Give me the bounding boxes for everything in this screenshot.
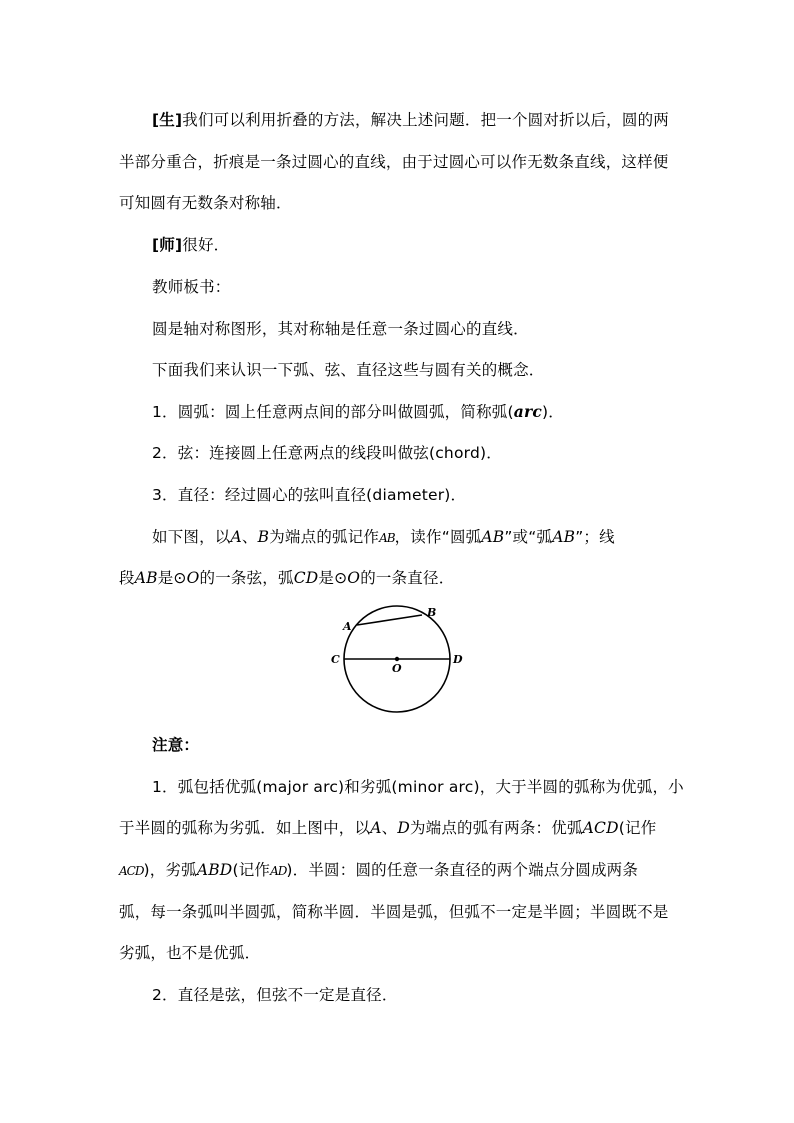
para1-line2: 半部分重合，折痕是一条过圆心的直线，由于过圆心可以作无数条直线，这样便 (119, 153, 669, 171)
arc-ab-symbol: AB (379, 531, 395, 545)
center-point (395, 657, 399, 661)
note1-line4: 弧，每一条弧叫半圆弧，简称半圆．半圆是弧，但弧不一定是半圆；半圆既不是 (119, 903, 669, 921)
label-c: C (331, 653, 340, 666)
label-b: B (427, 606, 437, 619)
definition-chord: 2．弦：连接圆上任意两点的线段叫做弦(chord)． (152, 444, 502, 462)
arc-acd-symbol: ACD (119, 864, 144, 878)
definition-diameter: 3．直径：经过圆心的弦叫直径(diameter)． (152, 486, 467, 504)
speaker-teacher-tag: [师] (152, 236, 183, 254)
note1-line3: ACD)，劣弧ABD(记作AD)．半圆：圆的任意一条直径的两个端点分圆成两条 (119, 861, 639, 879)
note1-line5: 劣弧，也不是优弧． (119, 944, 261, 962)
note2-line: 2．直径是弦，但弦不一定是直径． (152, 986, 398, 1004)
speaker-student-tag: [生] (152, 111, 183, 129)
para1-line3: 可知圆有无数条对称轴． (119, 194, 292, 212)
intro-line: 下面我们来认识一下弧、弦、直径这些与圆有关的概念． (152, 361, 545, 379)
arc-ad-symbol: AD (270, 864, 287, 878)
circle-figure (325, 598, 470, 718)
label-a: A (343, 620, 352, 633)
note1-line1: 1．弧包括优弧(major arc)和劣弧(minor arc)，大于半圆的弧称为优弧，小 (152, 778, 684, 796)
circle-diagram (325, 598, 470, 718)
example-line1: 如下图，以A、B为端点的弧记作AB，读作“圆弧AB”或“弧AB”；线 (152, 528, 615, 546)
definition-arc: 1．圆弧：圆上任意两点间的部分叫做圆弧，简称弧(arc)． (152, 402, 564, 421)
para2-line: [师]很好． (152, 236, 230, 254)
label-o: O (392, 662, 402, 675)
board-content: 圆是轴对称图形，其对称轴是任意一条过圆心的直线． (152, 320, 529, 338)
example-line2: 段AB是⊙O的一条弦，弧CD是⊙O的一条直径． (119, 569, 455, 587)
chord-ab (357, 615, 422, 625)
label-d: D (453, 653, 463, 666)
para1-line1: [生]我们可以利用折叠的方法，解决上述问题．把一个圆对折以后，圆的两 (152, 111, 669, 129)
board-label: 教师板书： (152, 278, 231, 296)
note1-line2: 于半圆的弧称为劣弧．如上图中，以A、D为端点的弧有两条：优弧ACD(记作 (119, 819, 657, 837)
note-title: 注意： (152, 736, 200, 754)
